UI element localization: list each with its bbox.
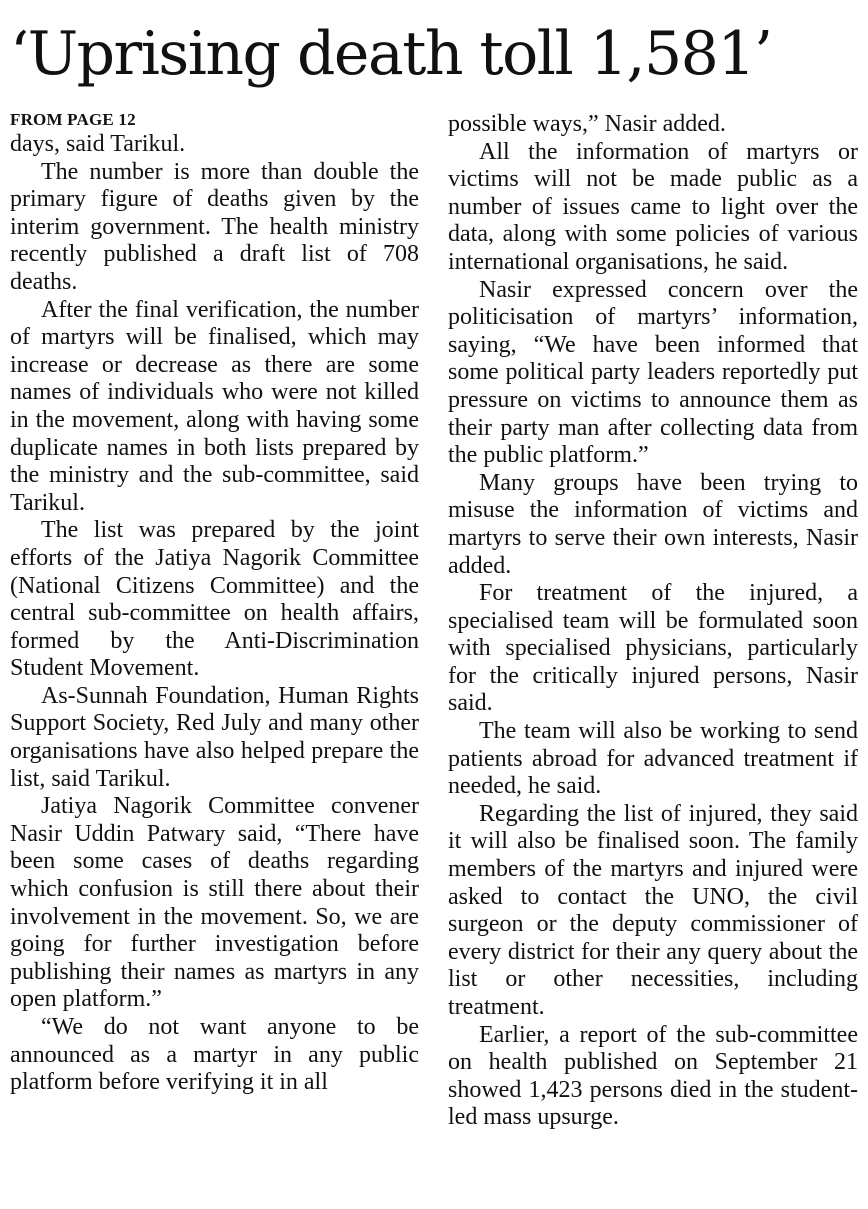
continuation-kicker: FROM PAGE 12 xyxy=(10,110,136,129)
left-column xyxy=(10,110,419,1097)
paragraph: possible ways,” Nasir added. xyxy=(448,111,726,137)
paragraph: Many groups have been trying to misuse the information of victims and martyrs to serve their own interests, Nasir added. xyxy=(448,469,858,579)
paragraph: “We do not want anyone to be announced as a martyr in any public platform before verifying it in all xyxy=(10,1014,419,1096)
paragraph: Jatiya Nagorik Committee convener Nasir Uddin Patwary said, “There have been some cases of deaths regarding which confusion is still there about their involvement in the movement. So, we are going for further investigation before publishing their names as martyrs in any open platform.” xyxy=(10,793,419,1013)
paragraph: The number is more than double the primary figure of deaths given by the interim government. The health ministry recently published a draft list of 708 deaths. xyxy=(10,158,419,295)
paragraph: As-Sunnah Foundation, Human Rights Support Society, Red July and many other organisations have also helped prepare the list, said Tarikul. xyxy=(10,682,419,792)
headline: ‘Uprising death toll 1,581’ xyxy=(10,19,772,89)
paragraph: The team will also be working to send patients abroad for advanced treatment if needed, he said. xyxy=(448,718,858,800)
paragraph: For treatment of the injured, a specialised team will be formulated soon with specialised physicians, particularly for the critically injured persons, Nasir said. xyxy=(448,580,858,717)
paragraph: Nasir expressed concern over the politicisation of martyrs’ information, saying, “We have been informed that some political party leaders reportedly put pressure on victims to announce them as their party man after collecting data from the public platform.” xyxy=(448,276,858,469)
paragraph: All the information of martyrs or victims will not be made public as a number of issues came to light over the data, along with some policies of various international organisations, he said. xyxy=(448,138,858,275)
paragraph: Regarding the list of injured, they said it will also be finalised soon. The family members of the martyrs and injured were asked to contact the UNO, the civil surgeon or the deputy commissioner of every district for their any query about the list or other necessities, including treatment. xyxy=(448,800,858,1020)
paragraph: After the final verification, the number of martyrs will be finalised, which may increase or decrease as there are some names of individuals who were not killed in the movement, along with having some duplicate names in both lists prepared by the ministry and the sub-committee, said Tarikul. xyxy=(10,296,419,516)
right-column xyxy=(448,111,858,1132)
paragraph: The list was prepared by the joint efforts of the Jatiya Nagorik Committee (National Citizens Committee) and the central sub-committee on health affairs, formed by the Anti-Discrimination Student Movement. xyxy=(10,517,419,682)
paragraph: days, said Tarikul. xyxy=(10,131,186,157)
paragraph: Earlier, a report of the sub-committee on health published on September 21 showed 1,423 persons died in the student-led mass upsurge. xyxy=(448,1021,858,1131)
